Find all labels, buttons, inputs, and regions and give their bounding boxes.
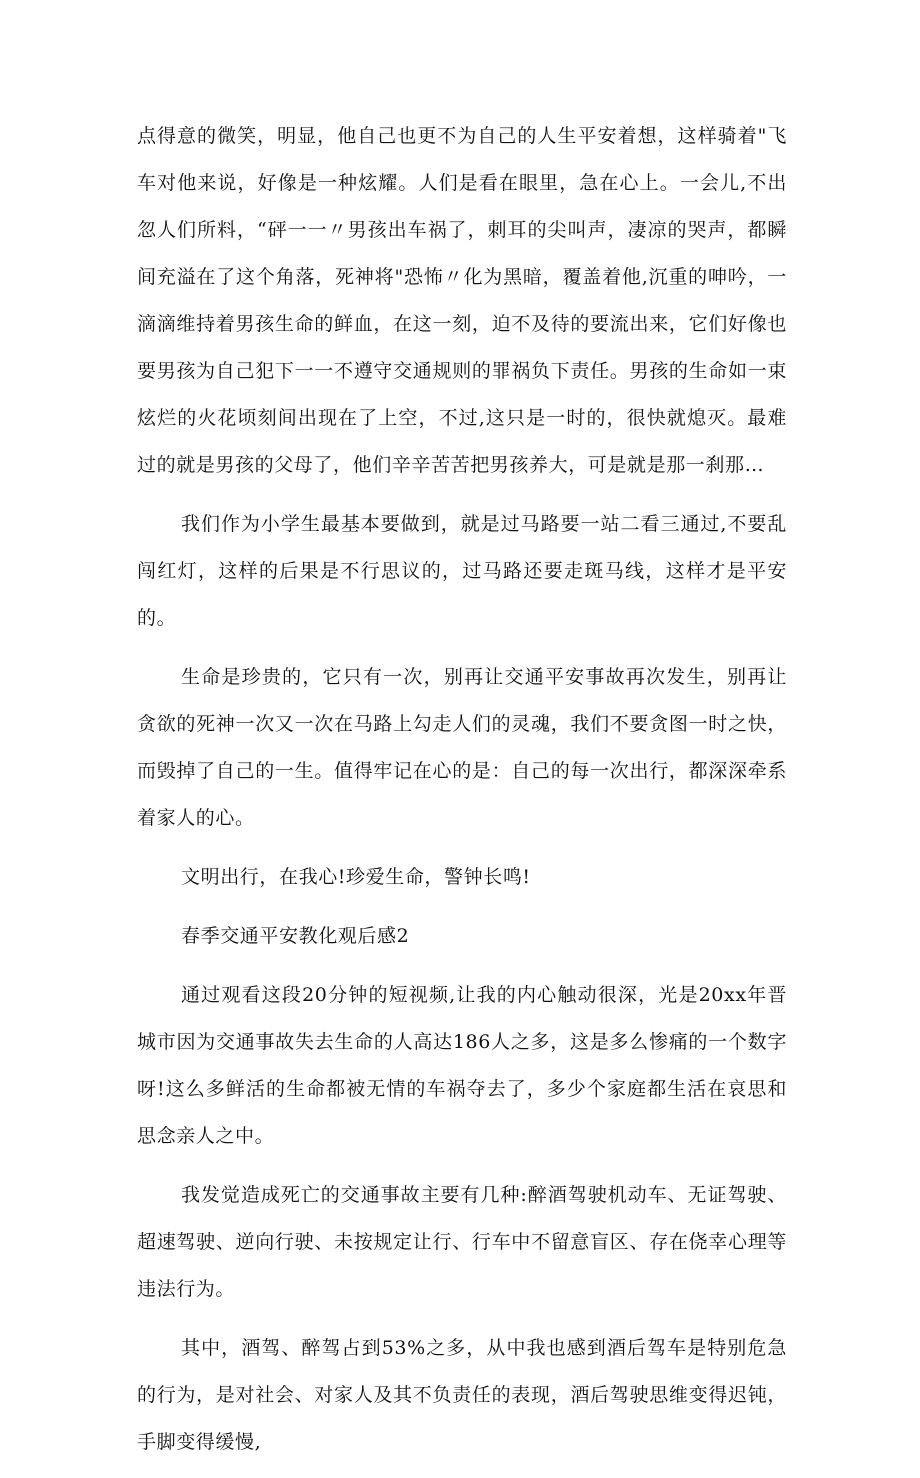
- paragraph-4: 文明出行，在我心!珍爱生命，警钟长鸣!: [181, 866, 531, 888]
- paragraph-5: 通过观看这段20分钟的短视频,让我的内心触动很深，光是20xx年晋城市因为交通事故失去生命的人高达186人之多，这是多么惨痛的一个数字呀!这么多鲜活的生命都被无情的车祸夺去了，多少个家庭都生活在哀思和思念亲人之中。: [137, 984, 787, 1147]
- document-body: [137, 113, 787, 1478]
- paragraph-7: 其中，酒驾、醉驾占到53%之多，从中我也感到酒后驾车是特别危急的行为，是对社会、对家人及其不负责任的表现，酒后驾驶思维变得迟钝，手脚变得缓慢,: [137, 1337, 787, 1453]
- paragraph-2: 我们作为小学生最基本要做到，就是过马路要一站二看三通过,不要乱闯红灯，这样的后果是不行思议的，过马路还要走斑马线，这样才是平安的。: [137, 513, 787, 629]
- paragraph-6: 我发觉造成死亡的交通事故主要有几种:醉酒驾驶机动车、无证驾驶、超速驾驶、逆向行驶、未按规定让行、行车中不留意盲区、存在侥幸心理等违法行为。: [137, 1184, 787, 1300]
- section-heading: 春季交通平安教化观后感2: [181, 925, 410, 947]
- paragraph-1: 点得意的微笑，明显，他自己也更不为自己的人生平安着想，这样骑着"飞车对他来说，好像是一种炫耀。人们是看在眼里，急在心上。一会儿,不出忽人们所料，“砰一一〃男孩出车祸了，刺耳的尖叫声，凄凉的哭声，都瞬间充溢在了这个角落，死神将"恐怖〃化为黑暗，覆盖着他,沉重的呻吟，一滴滴维持着男孩生命的鲜血，在这一刻，迫不及待的要流出来，它们好像也要男孩为自己犯下一一不遵守交通规则的罪祸负下责任。男孩的生命如一束炫烂的火花顷刻间出现在了上空，不过,这只是一时的，很快就熄灭。最难过的就是男孩的父母了，他们辛辛苦苦把男孩养大，可是就是那一刹那…: [137, 125, 787, 476]
- paragraph-3: 生命是珍贵的，它只有一次，别再让交通平安事故再次发生，别再让贪欲的死神一次又一次在马路上勾走人们的灵魂，我们不要贪图一时之快，而毁掉了自己的一生。值得牢记在心的是：自己的每一次出行，都深深牵系着家人的心。: [137, 666, 787, 829]
